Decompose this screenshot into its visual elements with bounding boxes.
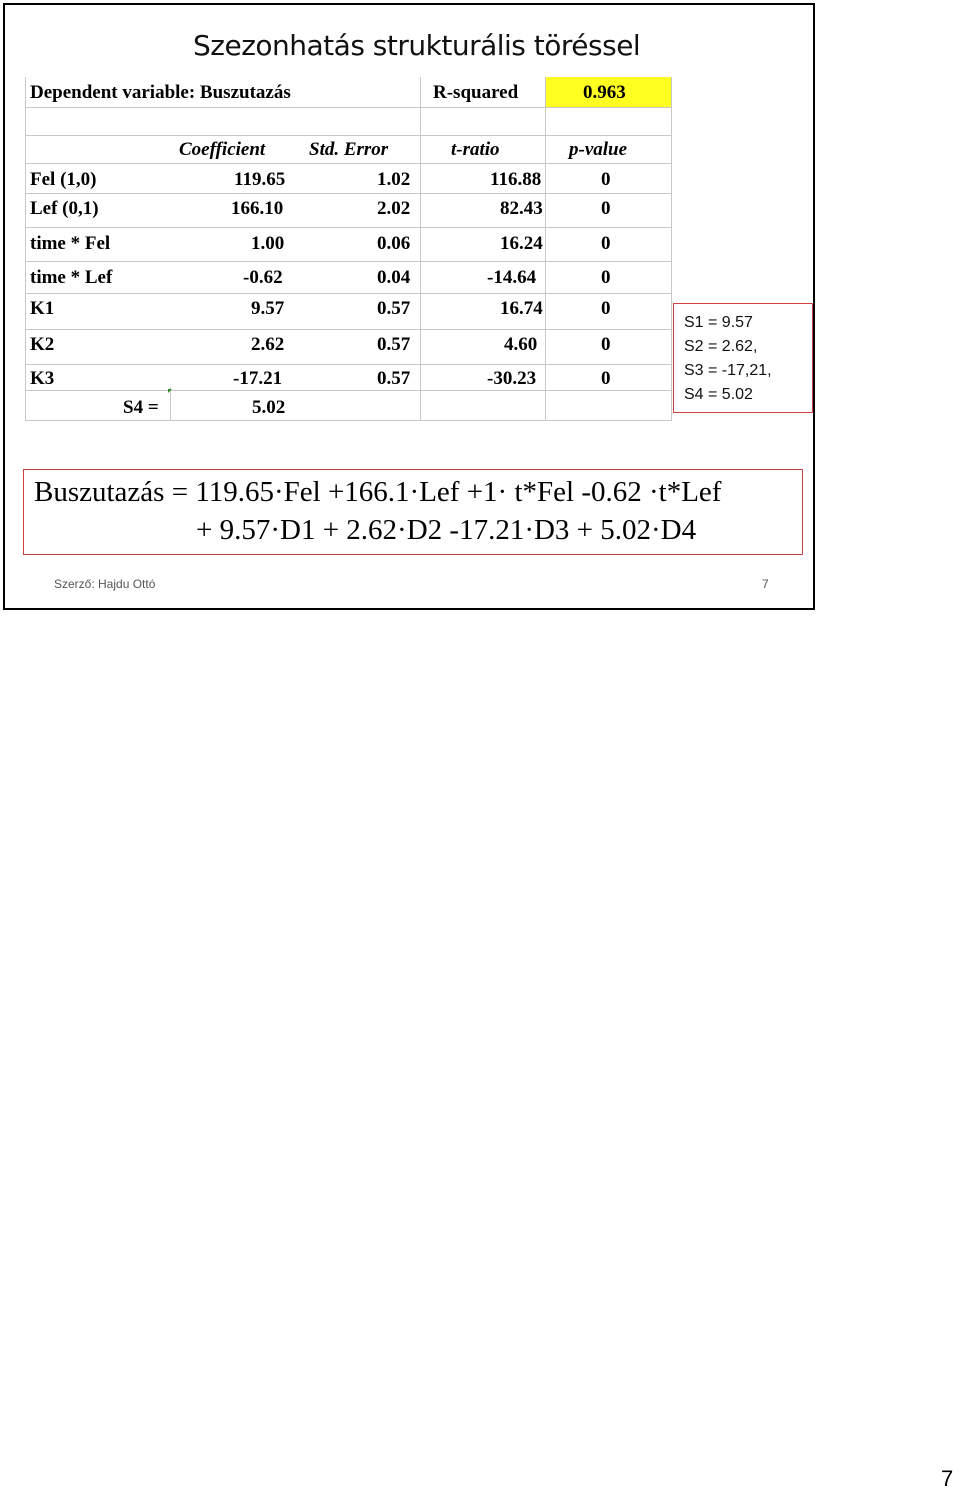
row-std-error: 0.57 <box>377 298 411 319</box>
row-std-error: 0.04 <box>377 267 411 288</box>
slide-footer-author: Szerző: Hajdu Ottó <box>54 577 156 591</box>
row-p-value: 0 <box>601 368 611 389</box>
row-std-error: 0.57 <box>377 334 411 355</box>
equation-line-1: Buszutazás = 119.65·Fel +166.1·Lef +1· t*Fel -0.62 ·t*Lef <box>34 476 722 508</box>
row-coefficient: 1.00 <box>251 233 285 254</box>
s4-value: 5.02 <box>252 397 286 418</box>
note-line: S2 = 2.62, <box>684 338 758 355</box>
dependent-variable-label: Dependent variable: Buszutazás <box>30 82 291 103</box>
seasonal-effects-note <box>673 303 813 413</box>
row-name: Lef (0,1) <box>30 198 99 219</box>
row-name: K2 <box>30 334 55 355</box>
row-name: Fel (1,0) <box>30 169 97 190</box>
equation-line-2: + 9.57·D1 + 2.62·D2 -17.21·D3 + 5.02·D4 <box>196 514 697 546</box>
row-t-ratio: 16.24 <box>500 233 543 254</box>
row-coefficient: -0.62 <box>243 267 283 288</box>
header-std-error: Std. Error <box>309 139 389 160</box>
row-coefficient: 2.62 <box>251 334 285 355</box>
row-coefficient: 166.10 <box>231 198 284 219</box>
row-t-ratio: -14.64 <box>487 267 537 288</box>
row-name: K3 <box>30 368 55 389</box>
row-coefficient: 119.65 <box>234 169 286 190</box>
row-p-value: 0 <box>601 298 611 319</box>
rsquared-value: 0.963 <box>583 82 626 103</box>
slide <box>3 3 815 610</box>
slide-footer-page: 7 <box>762 577 769 591</box>
row-p-value: 0 <box>601 334 611 355</box>
row-coefficient: 9.57 <box>251 298 285 319</box>
row-std-error: 0.57 <box>377 368 411 389</box>
regression-table <box>25 77 671 421</box>
row-coefficient: -17.21 <box>233 368 283 389</box>
slide-title: Szezonhatás strukturális töréssel <box>193 29 641 62</box>
header-coefficient: Coefficient <box>179 139 266 160</box>
regression-equation <box>23 469 803 555</box>
row-name: time * Fel <box>30 233 111 254</box>
row-t-ratio: 116.88 <box>490 169 542 190</box>
row-name: K1 <box>30 298 55 319</box>
row-t-ratio: -30.23 <box>487 368 537 389</box>
rsquared-label: R-squared <box>433 82 519 103</box>
header-p-value: p-value <box>569 139 628 160</box>
header-t-ratio: t-ratio <box>451 139 500 160</box>
row-t-ratio: 4.60 <box>504 334 538 355</box>
cell-comment-marker <box>168 389 172 393</box>
row-p-value: 0 <box>601 169 611 190</box>
row-p-value: 0 <box>601 198 611 219</box>
s4-label: S4 = <box>123 397 159 418</box>
note-line: S1 = 9.57 <box>684 314 753 331</box>
row-p-value: 0 <box>601 233 611 254</box>
page-number: 7 <box>941 1466 954 1491</box>
row-name: time * Lef <box>30 267 113 288</box>
row-std-error: 1.02 <box>377 169 411 190</box>
note-line: S4 = 5.02 <box>684 386 753 403</box>
row-std-error: 0.06 <box>377 233 411 254</box>
row-t-ratio: 82.43 <box>500 198 543 219</box>
row-std-error: 2.02 <box>377 198 411 219</box>
row-p-value: 0 <box>601 267 611 288</box>
row-t-ratio: 16.74 <box>500 298 543 319</box>
note-line: S3 = -17,21, <box>684 362 772 379</box>
